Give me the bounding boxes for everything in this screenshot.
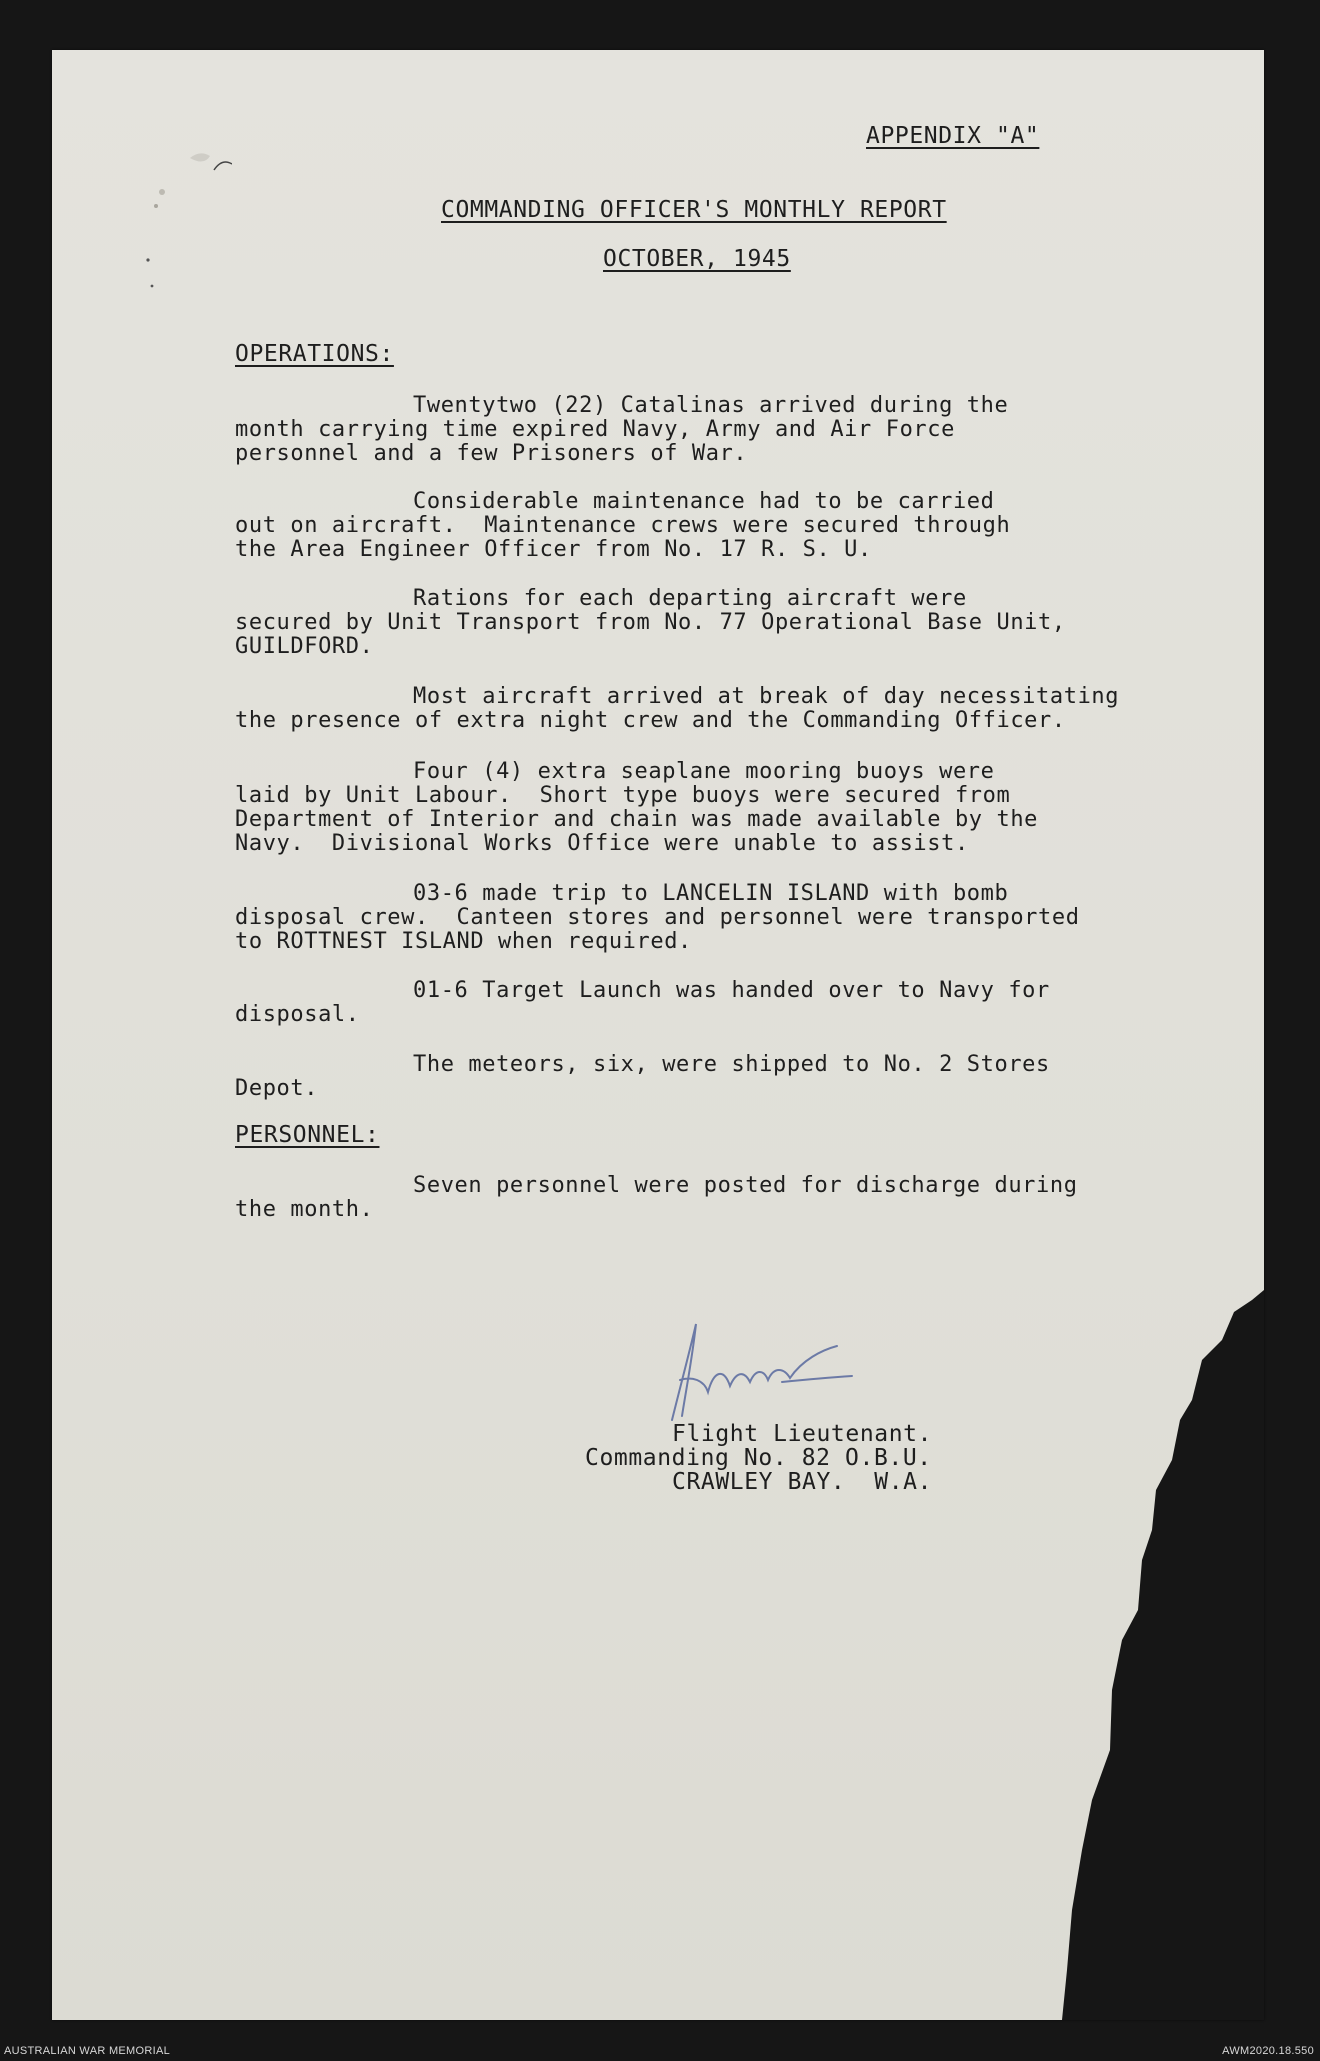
operations-line: the Area Engineer Officer from No. 17 R. S. U. — [235, 537, 872, 562]
footer-credit: AUSTRALIAN WAR MEMORIAL — [4, 2045, 171, 2057]
operations-line: the presence of extra night crew and the Commanding Officer. — [235, 708, 1066, 733]
personnel-line: Seven personnel were posted for discharge during — [413, 1173, 1078, 1198]
operations-line: Department of Interior and chain was made available by the — [235, 807, 1039, 832]
report-date: OCTOBER, 1945 — [603, 246, 791, 272]
operations-line: The meteors, six, were shipped to No. 2 Stores — [413, 1052, 1050, 1077]
signature-location: CRAWLEY BAY. W.A. — [672, 1469, 933, 1495]
operations-line: out on aircraft. Maintenance crews were secured through — [235, 513, 1011, 538]
document-page — [52, 50, 1264, 2020]
operations-line: Depot. — [235, 1076, 319, 1101]
torn-page-edge — [52, 50, 1264, 2020]
operations-line: Four (4) extra seaplane mooring buoys were — [413, 759, 995, 784]
operations-line: GUILDFORD. — [235, 634, 374, 659]
operations-line: Rations for each departing aircraft were — [413, 586, 967, 611]
operations-line: Considerable maintenance had to be carried — [413, 489, 995, 514]
operations-line: Twentytwo (22) Catalinas arrived during the — [413, 393, 1009, 418]
appendix-label: APPENDIX "A" — [866, 123, 1040, 149]
operations-line: Navy. Divisional Works Office were unable to assist. — [235, 831, 969, 856]
footer-accession-number: AWM2020.18.550 — [1222, 2045, 1314, 2057]
signature-command: Commanding No. 82 O.B.U. — [585, 1445, 932, 1471]
operations-line: month carrying time expired Navy, Army and Air Force — [235, 417, 955, 442]
operations-line: 03-6 made trip to LANCELIN ISLAND with bomb — [413, 881, 1009, 906]
operations-line: laid by Unit Labour. Short type buoys were secured from — [235, 783, 1011, 808]
personnel-line: the month. — [235, 1197, 374, 1222]
operations-line: disposal crew. Canteen stores and personnel were transported — [235, 905, 1080, 930]
operations-line: 01-6 Target Launch was handed over to Navy for — [413, 978, 1050, 1003]
operations-line: secured by Unit Transport from No. 77 Operational Base Unit, — [235, 610, 1066, 635]
report-title: COMMANDING OFFICER'S MONTHLY REPORT — [441, 197, 947, 223]
signature-rank: Flight Lieutenant. — [672, 1421, 933, 1447]
personnel-heading: PERSONNEL: — [235, 1122, 380, 1148]
operations-line: disposal. — [235, 1002, 360, 1027]
operations-line: to ROTTNEST ISLAND when required. — [235, 929, 692, 954]
operations-heading: OPERATIONS: — [235, 341, 394, 367]
operations-line: Most aircraft arrived at break of day necessitating — [413, 684, 1120, 709]
operations-line: personnel and a few Prisoners of War. — [235, 441, 748, 466]
